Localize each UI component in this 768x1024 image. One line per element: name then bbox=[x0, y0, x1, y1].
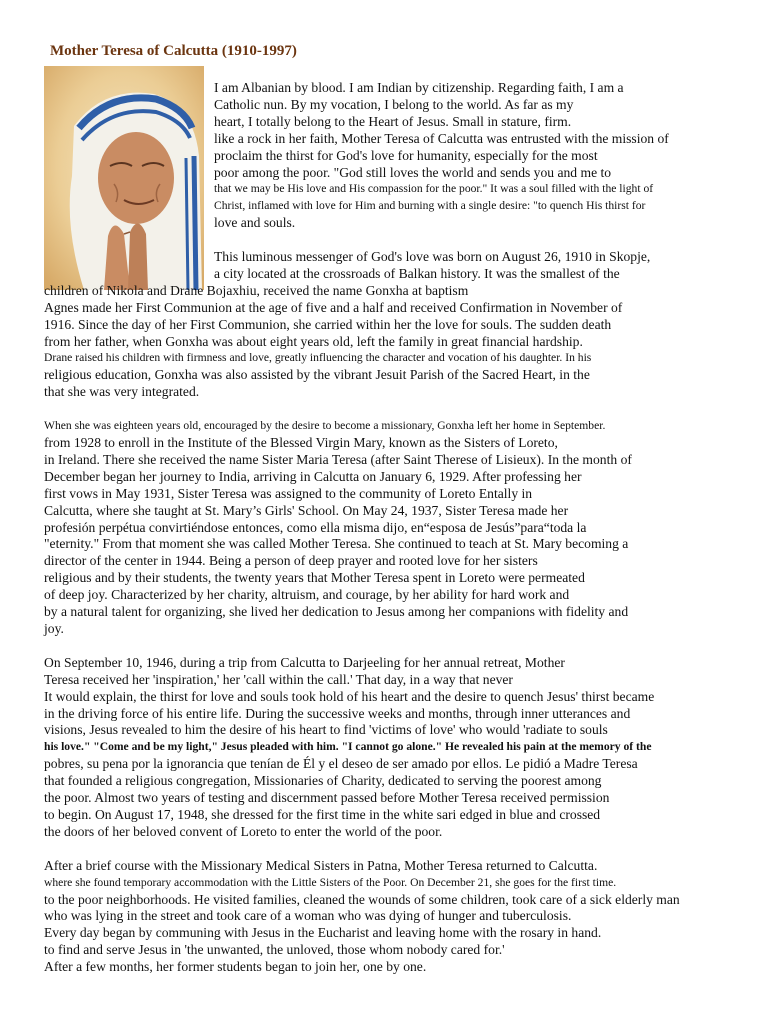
text-line: On September 10, 1946, during a trip from Calcutta to Darjeeling for her annual retreat, Mother bbox=[44, 655, 565, 670]
text-line: It would explain, the thirst for love and souls took hold of his heart and the desire to quench Jesus' thirst became bbox=[44, 689, 655, 704]
text-line: to find and serve Jesus in 'the unwanted, the unloved, those whom nobody cared for.' bbox=[44, 942, 505, 957]
text-line: that she was very integrated. bbox=[44, 384, 200, 399]
text-line: his love." "Come and be my light," Jesus pleaded with him. "I cannot go alone." He revealed his pain at the memory of the bbox=[44, 740, 652, 753]
text-line: to begin. On August 17, 1948, she dressed for the first time in the white sari edged in blue and crossed bbox=[44, 807, 601, 822]
text-line: pobres, su pena por la ignorancia que tenían de Él y el deseo de ser amado por ellos. Le pidió a Madre Teresa bbox=[44, 756, 638, 771]
text-line: where she found temporary accommodation with the Little Sisters of the Poor. On December 21, she goes for the first time. bbox=[44, 876, 617, 889]
text-line: profesión perpétua convirtiéndose entonces, como ella misma dijo, en“esposa de Jesús”para“toda la bbox=[44, 520, 587, 535]
text-line: Teresa received her 'inspiration,' her 'call within the call.' That day, in a way that never bbox=[44, 672, 513, 687]
text-line: proclaim the thirst for God's love for humanity, especially for the most bbox=[214, 148, 598, 163]
text-line: visions, Jesus revealed to him the desire of his heart to find 'victims of love' who would 'radiate to souls bbox=[44, 722, 608, 737]
text-line: Christ, inflamed with love for Him and burning with a single desire: "to quench His thirst for bbox=[214, 199, 646, 212]
text-line: "eternity." From that moment she was called Mother Teresa. She continued to teach at St. Mary becoming a bbox=[44, 536, 629, 551]
text-line: poor among the poor. "God still loves the world and sends you and me to bbox=[214, 165, 612, 180]
text-line: love and souls. bbox=[214, 215, 296, 230]
text-line: religious education, Gonxha was also assisted by the vibrant Jesuit Parish of the Sacred Heart, in the bbox=[44, 367, 590, 382]
text-line: When she was eighteen years old, encouraged by the desire to become a missionary, Gonxha left her home in September. bbox=[44, 419, 606, 432]
text-line: heart, I totally belong to the Heart of Jesus. Small in stature, firm. bbox=[214, 114, 572, 129]
text-line: I am Albanian by blood. I am Indian by citizenship. Regarding faith, I am a bbox=[214, 80, 624, 95]
text-line: that founded a religious congregation, Missionaries of Charity, dedicated to serving the poorest among bbox=[44, 773, 602, 788]
text-line: Drane raised his children with firmness and love, greatly influencing the character and vocation of his daughter. In his bbox=[44, 351, 592, 364]
text-line: from her father, when Gonxha was about eight years old, left the family in great financial hardship. bbox=[44, 334, 583, 349]
text-line: Calcutta, where she taught at St. Mary’s Girls' School. On May 24, 1937, Sister Teresa made her bbox=[44, 503, 569, 518]
text-line: from 1928 to enroll in the Institute of the Blessed Virgin Mary, known as the Sisters of Loreto, bbox=[44, 435, 558, 450]
page-title: Mother Teresa of Calcutta (1910-1997) bbox=[50, 43, 297, 59]
text-line: to the poor neighborhoods. He visited families, cleaned the wounds of some children, took care of a sick elderly man bbox=[44, 892, 680, 907]
text-line: After a brief course with the Missionary Medical Sisters in Patna, Mother Teresa returned to Calcutta. bbox=[44, 858, 598, 873]
text-line: religious and by their students, the twenty years that Mother Teresa spent in Loreto were permeated bbox=[44, 570, 585, 585]
text-line: in Ireland. There she received the name Sister Maria Teresa (after Saint Therese of Lisieux). In the month of bbox=[44, 452, 632, 467]
text-line: who was lying in the street and took care of a woman who was dying of hunger and tuberculosis. bbox=[44, 908, 572, 923]
text-line: by a natural talent for organizing, she lived her dedication to Jesus among her companions with fidelity and bbox=[44, 604, 629, 619]
text-line: After a few months, her former students began to join her, one by one. bbox=[44, 959, 427, 974]
text-line: Catholic nun. By my vocation, I belong to the world. As far as my bbox=[214, 97, 574, 112]
text-line: a city located at the crossroads of Balkan history. It was the smallest of the bbox=[214, 266, 620, 281]
text-line: the doors of her beloved convent of Loreto to enter the world of the poor. bbox=[44, 824, 443, 839]
text-line: children of Nikola and Drane Bojaxhiu, received the name Gonxha at baptism bbox=[44, 283, 469, 298]
text-line: Every day began by communing with Jesus in the Eucharist and leaving home with the rosary in hand. bbox=[44, 925, 602, 940]
text-line: the poor. Almost two years of testing and discernment passed before Mother Teresa received permission bbox=[44, 790, 610, 805]
text-line: director of the center in 1944. Being a person of deep prayer and rooted love for her sisters bbox=[44, 553, 538, 568]
text-line: This luminous messenger of God's love was born on August 26, 1910 in Skopje, bbox=[214, 249, 651, 264]
text-line: joy. bbox=[44, 621, 64, 636]
text-line: in the driving force of his entire life. During the successive weeks and months, through inner utterances and bbox=[44, 706, 631, 721]
text-line: of deep joy. Characterized by her charity, altruism, and courage, by her ability for hard work and bbox=[44, 587, 570, 602]
text-line: like a rock in her faith, Mother Teresa of Calcutta was entrusted with the mission of bbox=[214, 131, 669, 146]
text-line: Agnes made her First Communion at the age of five and a half and received Confirmation in November of bbox=[44, 300, 623, 315]
text-line: 1916. Since the day of her First Communion, she carried within her the love for souls. The sudden death bbox=[44, 317, 612, 332]
text-line: that we may be His love and His compassion for the poor." It was a soul filled with the light of bbox=[214, 182, 654, 195]
portrait-photo bbox=[44, 66, 204, 290]
text-line: first vows in May 1931, Sister Teresa was assigned to the community of Loreto Entally in bbox=[44, 486, 533, 501]
text-line: December began her journey to India, arriving in Calcutta on January 6, 1929. After professing her bbox=[44, 469, 582, 484]
portrait-illustration bbox=[44, 66, 204, 290]
